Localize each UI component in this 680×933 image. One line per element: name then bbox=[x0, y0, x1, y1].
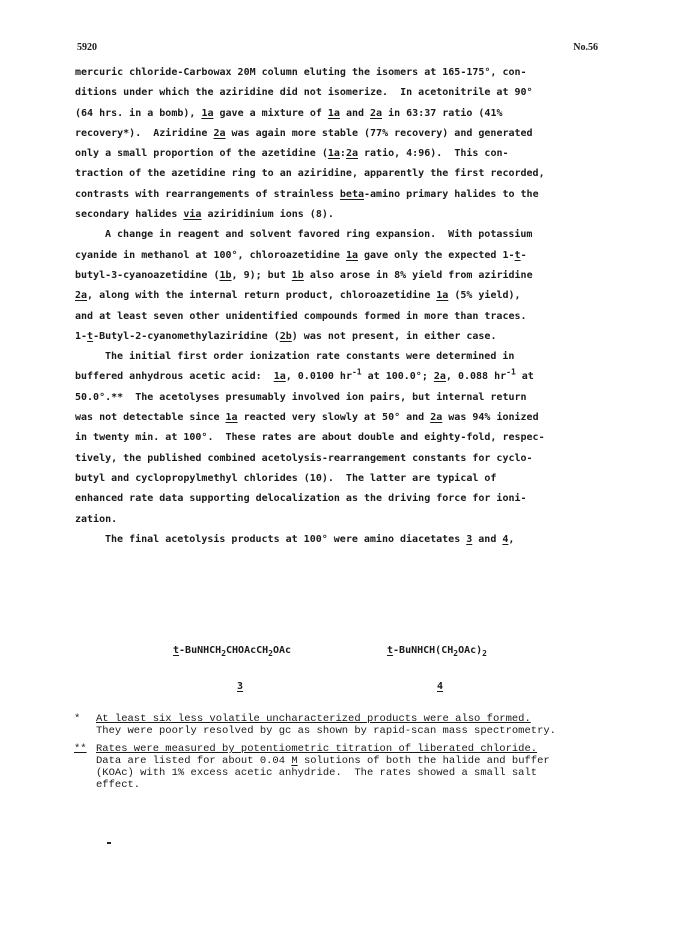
formula-label-3: 3 bbox=[237, 681, 244, 692]
text-line: cyanide in methanol at 100°, chloroazetidine 1a gave only the expected 1-t- bbox=[75, 249, 527, 261]
paragraph-4 bbox=[75, 530, 615, 550]
compound-ref: 2a bbox=[345, 148, 358, 160]
stray-mark bbox=[107, 842, 111, 844]
compound-ref: 2a bbox=[75, 290, 88, 302]
compound-ref: 1a bbox=[327, 107, 340, 119]
text-line: butyl-3-cyanoazetidine (1b, 9); but 1b also arose in 8% yield from aziridine bbox=[75, 269, 533, 281]
page-number: 5920 bbox=[77, 42, 97, 53]
formula-4: $t-BuNHCH(CH_2OAc)_2$ bbox=[387, 645, 487, 658]
journal-number: No.56 bbox=[573, 42, 598, 53]
compound-ref: 2a bbox=[430, 412, 443, 424]
compound-ref: 2a bbox=[213, 127, 226, 139]
footnotes bbox=[74, 713, 634, 797]
footnote-marker: * bbox=[74, 713, 81, 725]
text-line: was not detectable since 1a reacted very slowly at 50° and 2a was 94% ionized bbox=[75, 412, 539, 424]
compound-ref: 2b bbox=[279, 330, 292, 342]
footnote-2: ** Rates were measured by potentiometric titration of liberated chloride. Data are listed for about 0.04 M solutions of both the halide and buffer (KOAc) with 1% excess acetic anhydride. The rates showed a small salt effect. bbox=[74, 743, 550, 791]
text-line: 2a, along with the internal return product, chloroazetidine 1a (5% yield), bbox=[75, 290, 521, 302]
text-line: (64 hrs. in a bomb), 1a gave a mixture of 1a and 2a in 63:37 ratio (41% bbox=[75, 107, 503, 119]
formula-3: t-BuNHCH$_2$CHOAcCH$_2$OAc bbox=[173, 645, 292, 658]
emphasis: beta bbox=[339, 188, 364, 200]
chemical-formulas bbox=[0, 645, 680, 700]
emphasis: t bbox=[514, 249, 521, 261]
text-line: The initial first order ionization rate constants were determined in bbox=[105, 351, 515, 363]
text-line: recovery*). Aziridine 2a was again more stable (77% recovery) and generated bbox=[75, 127, 533, 139]
text-line: buffered anhydrous acetic acid: 1a, 0.0100 $hr^{-1}$ at 100.0°; 2a, 0.088 $hr^{-1}$ at bbox=[75, 368, 534, 383]
text-line: secondary halides via aziridinium ions (8). bbox=[75, 209, 334, 221]
compound-ref: 3 bbox=[466, 533, 473, 545]
paragraph-2 bbox=[75, 225, 615, 347]
text-line: ditions under which the aziridine did not isomerize. In acetonitrile at 90° bbox=[75, 87, 533, 99]
text-line: mercuric chloride-Carbowax 20M column eluting the isomers at 165-175°, con- bbox=[75, 67, 527, 78]
compound-ref: 1a bbox=[273, 371, 286, 383]
text-line: 1-t-Butyl-2-cyanomethylaziridine (2b) was not present, in either case. bbox=[75, 330, 497, 342]
compound-ref: 1a bbox=[436, 290, 449, 302]
compound-ref: 1b bbox=[219, 269, 232, 281]
compound-ref: 2a bbox=[370, 107, 383, 119]
text-line: and at least seven other unidentified compounds formed in more than traces. bbox=[75, 310, 527, 322]
text-line: A change in reagent and solvent favored ring expansion. With potassium bbox=[105, 229, 533, 241]
text-line: in twenty min. at 100°. These rates are about double and eighty-fold, respec- bbox=[75, 432, 545, 444]
compound-ref: 1a bbox=[201, 107, 214, 119]
text-line: 50.0°.** The acetolyses presumably involved ion pairs, but internal return bbox=[75, 391, 527, 403]
footnote-1: * At least six less volatile uncharacterized products were also formed. They were poorly resolved by gc as shown by rapid-scan mass spectrometry. bbox=[74, 713, 556, 737]
paragraph-1 bbox=[75, 63, 615, 225]
formula-label-4: 4 bbox=[437, 681, 444, 692]
text-line: tively, the published combined acetolysis-rearrangement constants for cyclo- bbox=[75, 452, 533, 464]
compound-ref: 1b bbox=[291, 269, 304, 281]
text-line: The final acetolysis products at 100° were amino diacetates 3 and 4, bbox=[105, 533, 515, 545]
body-text bbox=[75, 63, 615, 550]
text-line: traction of the azetidine ring to an aziridine, apparently the first recorded, bbox=[75, 168, 545, 180]
compound-ref: 1a bbox=[327, 148, 340, 160]
text-line: butyl and cyclopropylmethyl chlorides (10). The latter are typical of bbox=[75, 472, 497, 484]
compound-ref: 4 bbox=[502, 533, 509, 545]
compound-ref: 1a bbox=[225, 412, 238, 424]
paragraph-3 bbox=[75, 347, 615, 530]
text-line: only a small proportion of the azetidine (1a:2a ratio, 4:96). This con- bbox=[75, 148, 509, 160]
text-line: zation. bbox=[75, 513, 118, 525]
emphasis: via bbox=[183, 209, 202, 221]
text-line: contrasts with rearrangements of strainless beta-amino primary halides to the bbox=[75, 188, 539, 200]
compound-ref: 1a bbox=[345, 249, 358, 261]
emphasis: t bbox=[87, 330, 94, 342]
text-line: enhanced rate data supporting delocalization as the driving force for ioni- bbox=[75, 493, 527, 505]
footnote-marker: ** bbox=[74, 743, 87, 755]
compound-ref: 2a bbox=[433, 371, 446, 383]
